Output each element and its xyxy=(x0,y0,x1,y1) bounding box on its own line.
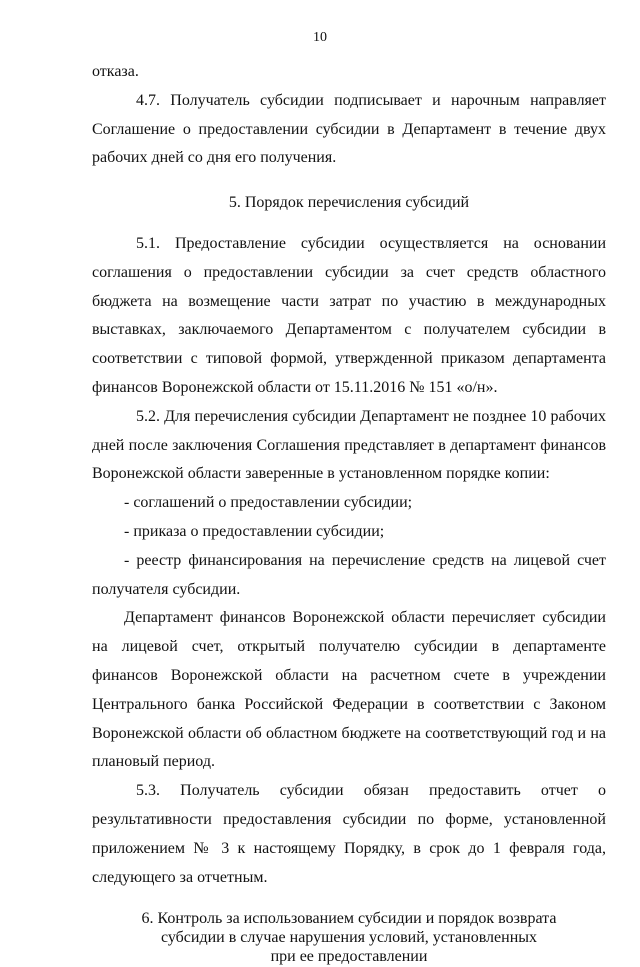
section-6-heading-line: субсидии в случае нарушения условий, установленных xyxy=(160,929,538,947)
list-item: - приказа о предоставлении субсидии; xyxy=(124,522,385,540)
page-number: 10 xyxy=(313,30,327,45)
paragraph-department-transfer: Департамент финансов Воронежской области перечисляет субсидии на лицевой счет, открытый получателю субсидии в департаменте финансов Воронежской области на расчетном счете в учреждении Центрального банка Российской Федерации в соответствии с Законом Воронежской области об областном бюджете на соответствующий год и на плановый период. xyxy=(92,609,606,771)
paragraph-5-2: 5.2. Для перечисления субсидии Департамент не позднее 10 рабочих дней после заключения Соглашения представляет в департамент финансов Воронежской области заверенные в установленном порядке копии: xyxy=(92,407,606,483)
section-6-heading xyxy=(92,910,606,966)
list-item: - реестр финансирования на перечисление средств на лицевой счет получателя субсидии. xyxy=(92,551,606,598)
document-body xyxy=(92,58,606,967)
section-6-heading-line: при ее предоставлении xyxy=(270,947,428,965)
paragraph-5-3: 5.3. Получатель субсидии обязан предоставить отчет о результативности предоставления субсидии по форме, установленной приложением № 3 к настоящему Порядку, в срок до 1 февраля года, следующего за отчетным. xyxy=(92,782,606,886)
list-item: - соглашений о предоставлении субсидии; xyxy=(124,494,413,512)
section-5-heading: 5. Порядок перечисления субсидий xyxy=(228,194,470,212)
section-6-heading-line: 6. Контроль за использованием субсидии и порядок возврата xyxy=(141,910,557,928)
paragraph-4-7: 4.7. Получатель субсидии подписывает и нарочным направляет Соглашение о предоставлении субсидии в Департамент в течение двух рабочих дней со дня его получения. xyxy=(92,91,606,167)
paragraph-5-1: 5.1. Предоставление субсидии осуществляется на основании соглашения о предоставлении субсидии за счет средств областного бюджета на возмещение части затрат по участию в международных выставках, заключаемого Департаментом с получателем субсидии в соответствии с типовой формой, утвержденной приказом департамента финансов Воронежской области от 15.11.2016 № 151 «о/н». xyxy=(92,234,606,396)
paragraph-refusal-end: отказа. xyxy=(92,63,139,80)
